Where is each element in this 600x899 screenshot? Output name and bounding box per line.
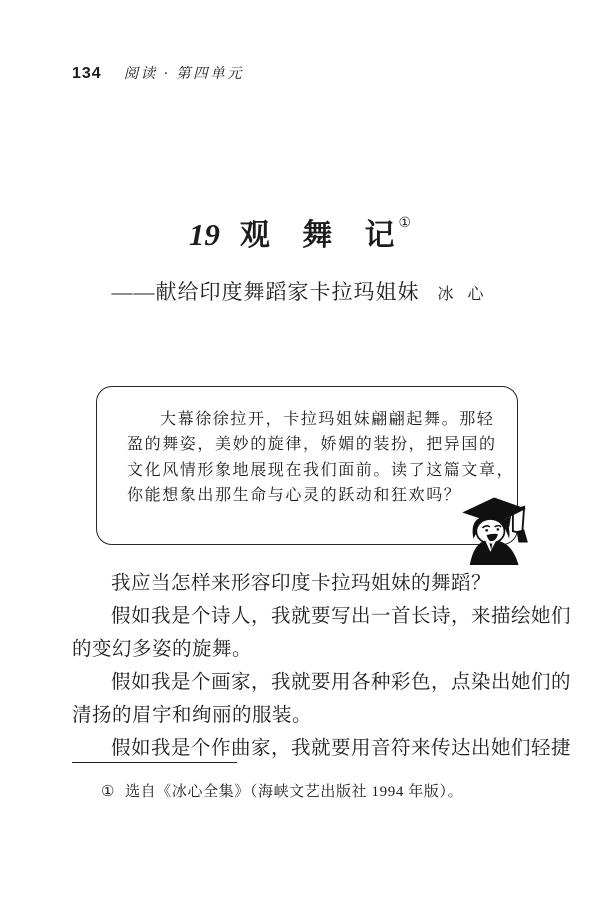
intro-line: 大幕徐徐拉开，卡拉玛姐妹翩翩起舞。那轻 — [160, 411, 495, 428]
lesson-body — [72, 567, 572, 765]
intro-box — [96, 386, 518, 545]
subtitle-dedication: 献给印度舞蹈家卡拉玛姐妹 — [155, 280, 420, 304]
lesson-title — [0, 210, 600, 254]
section-title: 阅读 · 第四单元 — [123, 66, 245, 82]
body-line: 假如我是个作曲家，我就要用音符来传达出她们轻捷 — [111, 738, 572, 759]
intro-line: 你能想象出那生命与心灵的跃动和狂欢吗？ — [127, 487, 462, 505]
intro-line: 盈的舞姿，美妙的旋律，娇媚的装扮，把异国的 — [127, 436, 497, 454]
paragraph — [72, 666, 572, 732]
footnote-separator — [72, 762, 237, 763]
body-line: 的变幻多姿的旋舞。 — [72, 639, 253, 660]
paragraph — [72, 600, 572, 666]
intro-line: 文化风情形象地展现在我们面前。读了这篇文章， — [127, 461, 515, 479]
footnote — [101, 780, 463, 801]
body-line: 清扬的眉宇和绚丽的服装。 — [72, 705, 313, 726]
body-line: 我应当怎样来形容印度卡拉玛姐妹的舞蹈？ — [111, 573, 492, 594]
graduate-student-mascot-icon — [458, 490, 534, 565]
author-name: 冰 心 — [437, 286, 489, 303]
title-footnote-ref: ① — [398, 216, 412, 231]
lesson-title-text: 观 舞 记 — [239, 219, 397, 252]
running-head — [72, 62, 244, 83]
paragraph — [72, 732, 572, 765]
footnote-text: 选自《冰心全集》（海峡文艺出版社 1994 年版）。 — [125, 784, 464, 800]
page-number: 134 — [72, 65, 102, 82]
subtitle-dash: —— — [111, 280, 156, 304]
body-line: 假如我是个画家，我就要用各种彩色，点染出她们的 — [111, 672, 572, 693]
lesson-number: 19 — [188, 217, 220, 252]
body-line: 假如我是个诗人，我就要写出一首长诗，来描绘她们 — [111, 606, 572, 627]
lesson-subtitle — [0, 276, 600, 306]
footnote-marker: ① — [101, 784, 116, 800]
paragraph — [72, 567, 564, 600]
